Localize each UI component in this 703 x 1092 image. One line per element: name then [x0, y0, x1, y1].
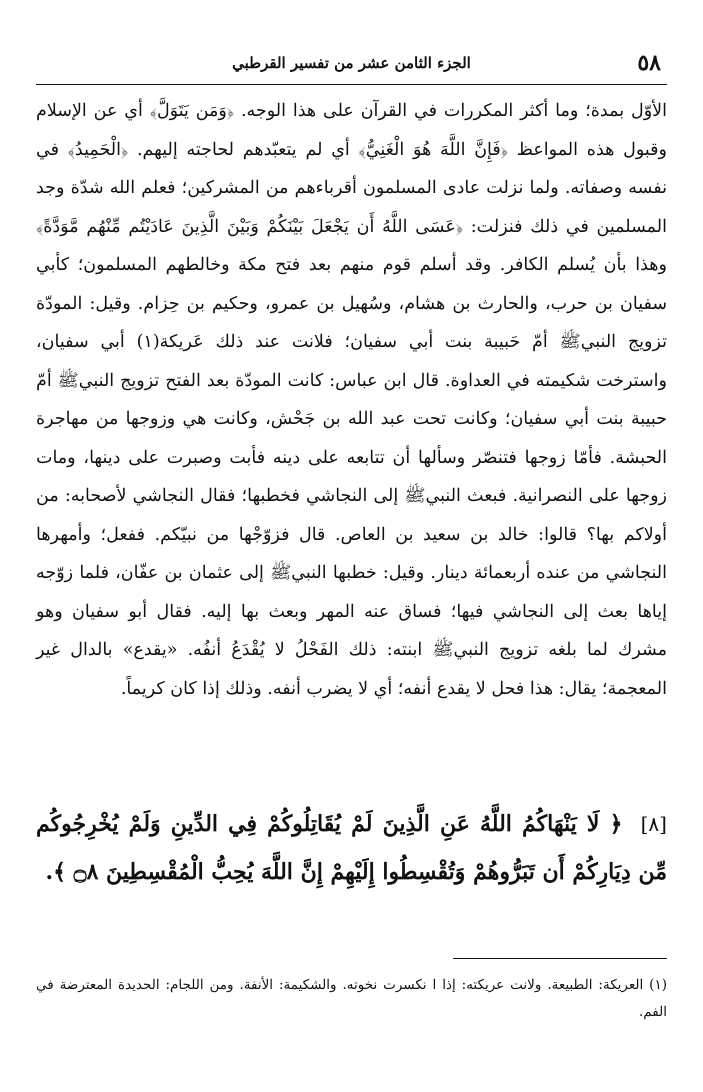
- verse-number: [٨]: [640, 812, 667, 836]
- page-header: [36, 48, 667, 85]
- footnote: (١) العريكة: الطبيعة. ولانت عريكته: إذا ا نكسرت نخوته. والشكيمة: الأنفة. ومن اللجام: الحديدة المعترضة في الفم.: [36, 977, 667, 1020]
- verse-text: ﴿ لَا يَنْهَاكُمُ اللَّهُ عَنِ الَّذِينَ لَمْ يُقَاتِلُوكُمْ فِي الدِّينِ وَلَمْ يُخْرِجُوكُم مِّن دِيَارِكُمْ أَن تَبَرُّوهُمْ وَتُقْسِطُوا إِلَيْهِمْ إِنَّ اللَّهَ يُحِبُّ الْمُقْسِطِينَ ۝٨ ﴾.: [36, 811, 667, 885]
- footnote-divider: [453, 958, 667, 959]
- quran-verse: [36, 800, 667, 896]
- page-number: ٥٨: [637, 50, 661, 76]
- commentary-paragraph: الأوّل بمدة؛ وما أكثر المكررات في القرآن على هذا الوجه. ﴿وَمَن يَتَوَلَّ﴾ أي عن الإسلام وقبول هذه المواعظ ﴿فَإِنَّ اللَّهَ هُوَ الْغَنِيُّ﴾ أي لم يتعبّدهم لحاجته إليهم. ﴿الْحَمِيدُ﴾ في نفسه وصفاته. ولما نزلت عادى المسلمون أقرباءهم من المشركين؛ فعلم الله شدّة وجد المسلمين في ذلك فنزلت: ﴿عَسَى اللَّهُ أَن يَجْعَلَ بَيْنَكُمْ وَبَيْنَ الَّذِينَ عَادَيْتُم مِّنْهُم مَّوَدَّةً﴾ وهذا بأن يُسلم الكافر. وقد أسلم قوم منهم بعد فتح مكة وخالطهم المسلمون؛ كأبي سفيان بن حرب، والحارث بن هشام، وسُهيل بن عمرو، وحكيم بن حِزام. وقيل: المودّة تزويج النبيﷺ أمّ حَبيبة بنت أبي سفيان؛ فلانت عند ذلك عَريكة(١) أبي سفيان، واسترخت شكيمته في العداوة. قال ابن عباس: كانت المودّة بعد الفتح تزويج النبيﷺ أمّ حبيبة بنت أبي سفيان؛ وكانت تحت عبد الله بن جَحْش، وكانت هي وزوجها من مهاجرة الحبشة. فأمّا زوجها فتنصّر وسألها أن تتابعه على دينه فأبت وصبرت على دينها، ومات زوجها على النصرانية. فبعث النبيﷺ إلى النجاشي فخطبها؛ فقال النجاشي لأصحابه: من أولاكم بها؟ قالوا: خالد بن سعيد بن العاص. قال فزوّجْها من نبيّكم. ففعل؛ وأمهرها النجاشي من عنده أربعمائة دينار. وقيل: خطبها النبيﷺ إلى عثمان بن عفّان، فلما زوّجه إياها بعث إلى النجاشي فيها؛ فساق عنه المهر وبعث بها إليه. فقال أبو سفيان وهو مشرك لما بلغه تزويج النبيﷺ ابنته: ذلك الفَحْلُ لا يُقْدَعُ أنفُه. «يقدع» بالدال غير المعجمة؛ يقال: هذا فحل لا يقدع أنفه؛ أي لا يضرب أنفه. وذلك إذا كان كريماً.: [36, 101, 667, 699]
- commentary-text: [36, 92, 667, 708]
- running-title: الجزء الثامن عشر من تفسير القرطبي: [232, 54, 471, 72]
